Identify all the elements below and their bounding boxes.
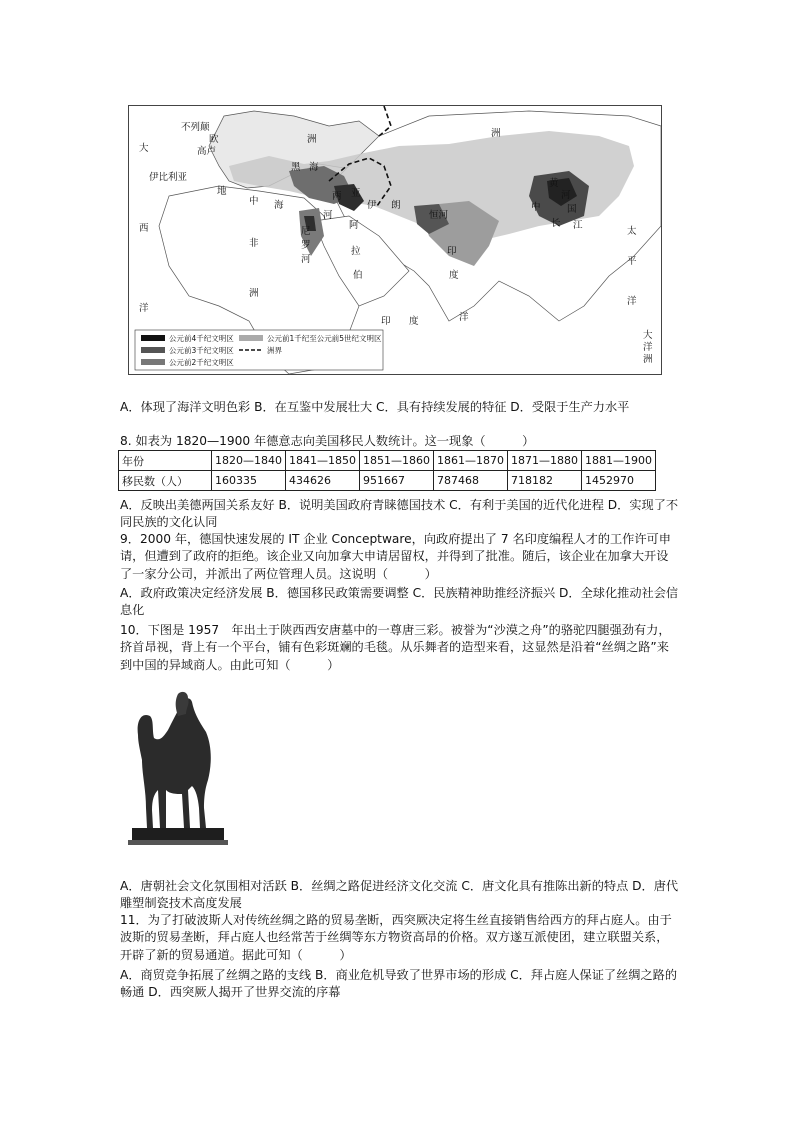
q8-stem: 8. 如表为 1820—1900 年德意志向美国移民人数统计。这一现象（ ） (120, 434, 535, 448)
table-cell: 移民数（人） (119, 471, 212, 491)
map-label: 洲 (643, 354, 653, 365)
table-cell: 1861—1870 (434, 451, 508, 471)
legend-swatch-2nd (141, 359, 165, 365)
map-label: 江 (573, 220, 583, 231)
map-label: 洋 (139, 303, 149, 314)
map-svg (129, 106, 661, 374)
table-cell: 787468 (434, 471, 508, 491)
table-cell: 1851—1860 (360, 451, 434, 471)
map-label: 河 (301, 254, 311, 265)
legend-swatch-1st (239, 335, 263, 341)
q7-options: A．体现了海洋文明色彩 B．在互鉴中发展壮大 C．具有持续发展的特征 D．受限于生产力水平 (120, 400, 630, 414)
legend-label: 公元前1千纪至公元前5世纪文明区 (267, 334, 382, 343)
map-label: 平 (627, 256, 637, 267)
map-label: 洲 (307, 134, 317, 145)
map-label: 印 (447, 246, 457, 257)
table-cell: 160335 (212, 471, 286, 491)
map-label: 河 (561, 190, 571, 201)
table-cell: 1871—1880 (508, 451, 582, 471)
camel-body (138, 698, 211, 828)
map-label: 大 (643, 330, 653, 341)
q9-options: A．政府政策决定经济发展 B．德国移民政策需要调整 C．民族精神助推经济振兴 D．全球化推动社会信息化 (120, 586, 679, 618)
table-cell: 1452970 (582, 471, 656, 491)
map-label: 高卢 (197, 146, 217, 157)
map-label: 朗 (391, 200, 401, 211)
table-cell: 1841—1850 (286, 451, 360, 471)
map-label: 海 (309, 162, 319, 173)
map-label: 欧 (209, 134, 219, 145)
map-label: 罗 (301, 240, 311, 251)
table-cell: 年份 (119, 451, 212, 471)
table-cell: 1881—1900 (582, 451, 656, 471)
camel-base-shadow (128, 840, 228, 845)
map-label: 伊比利亚 (149, 172, 188, 183)
map-label: 度 (409, 316, 419, 327)
map-label: 阿 (349, 220, 359, 231)
map-label: 中 (531, 202, 541, 213)
map-label: 印 (381, 316, 391, 327)
camel-base (132, 828, 224, 840)
map-label: 非 (249, 238, 259, 249)
legend-label: 洲界 (267, 346, 282, 355)
map-label: 伊 (367, 200, 377, 211)
q11-stem: 11．为了打破波斯人对传统丝绸之路的贸易垄断，西突厥决定将生丝直接销售给西方的拜占庭人。由于波斯的贸易垄断，拜占庭人也经常苦于丝绸等东方物资高昂的价格。双方遂互派使团，建立联盟关系，开辟了新的贸易通道。据此可知（ ） (120, 913, 672, 962)
map-label: 度 (449, 270, 459, 281)
map-label: 尼 (301, 226, 311, 237)
legend-swatch-3rd (141, 347, 165, 353)
q10-stem: 10．下图是 1957 年出土于陕西西安唐墓中的一尊唐三彩。被誉为“沙漠之舟”的骆驼四腿强劲有力，挤首昂视，背上有一个平台，铺有色彩斑斓的毛毯。从乐舞者的造型来看，这显然是沿着“丝绸之路”来到中国的异域商人。由此可知（ ） (120, 623, 671, 672)
map-label: 亚 (351, 188, 361, 199)
map-label: 河 (323, 210, 333, 221)
legend-label: 公元前3千纪文明区 (169, 346, 234, 355)
map-label: 黄 (549, 178, 559, 189)
map-label: 地 (217, 186, 227, 197)
table-cell: 718182 (508, 471, 582, 491)
legend-label: 公元前4千纪文明区 (169, 334, 234, 343)
map-label: 恒河 (429, 210, 449, 221)
map-label: 洲 (249, 288, 259, 299)
table-cell: 1820—1840 (212, 451, 286, 471)
map-label: 大 (139, 143, 149, 154)
map-label: 太 (627, 226, 637, 237)
map-label: 中 (249, 196, 259, 207)
tang-sancai-camel-image (120, 690, 230, 855)
map-label: 不列颠 (181, 122, 210, 133)
legend-swatch-4th (141, 335, 165, 341)
map-label: 黑 (291, 162, 301, 173)
map-label: 洲 (491, 128, 501, 139)
q8-options: A．反映出美德两国关系友好 B．说明美国政府青睐德国技术 C．有利于美国的近代化进程 D．实现了不同民族的文化认同 (120, 498, 679, 530)
map-label: 国 (567, 204, 577, 215)
map-legend (135, 330, 383, 370)
legend-label: 公元前2千纪文明区 (169, 358, 234, 367)
q10-options: A．唐朝社会文化氛围相对活跃 B．丝绸之路促进经济文化交流 C．唐文化具有推陈出新的特点 D．唐代雕塑制瓷技术高度发展 (120, 879, 679, 911)
map-label: 洋 (459, 312, 469, 323)
map-label: 洋 (627, 296, 637, 307)
migration-table (118, 450, 656, 491)
map-label: 拉 (351, 246, 361, 257)
q11-options: A．商贸竞争拓展了丝绸之路的支线 B．商业危机导致了世界市场的形成 C．拜占庭人保证了丝绸之路的畅通 D．西突厥人揭开了世界交流的序幕 (120, 968, 678, 1000)
table-header-row (119, 451, 656, 471)
map-label: 长 (551, 218, 561, 229)
q9-stem: 9．2000 年，德国快速发展的 IT 企业 Conceptware，向政府提出了 7 名印度编程人才的工作许可申请，但遭到了政府的拒绝。该企业又向加拿大申请居留权，并得到了批准。随后，该企业在加拿大开设了一家分公司，并派出了两位管理人员。这说明（ ） (120, 532, 671, 581)
map-label: 两 (332, 191, 342, 202)
table-row (119, 471, 656, 491)
map-label: 西 (139, 223, 149, 234)
map-label: 洋 (643, 342, 653, 353)
map-label: 海 (274, 200, 284, 211)
table-cell: 434626 (286, 471, 360, 491)
map-label: 伯 (353, 270, 363, 281)
table-cell: 951667 (360, 471, 434, 491)
civilization-map (128, 105, 662, 375)
